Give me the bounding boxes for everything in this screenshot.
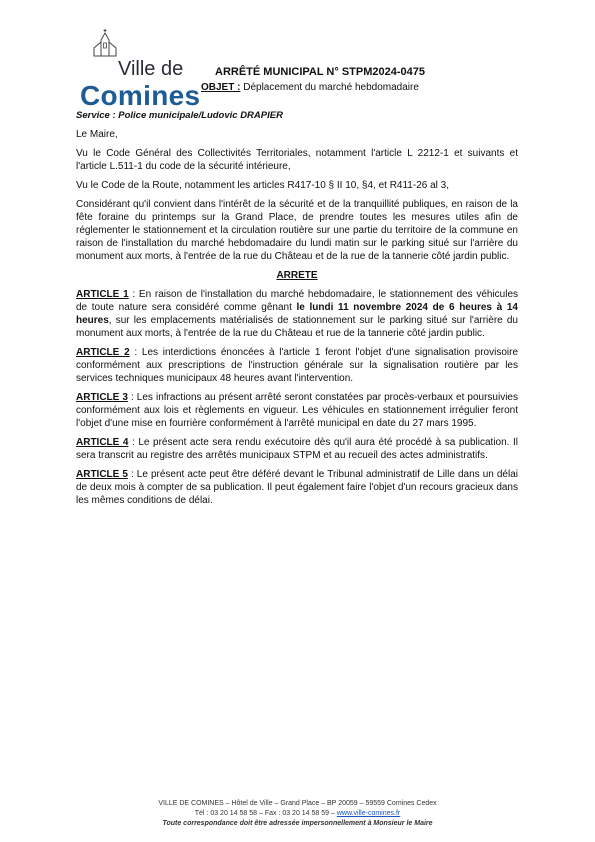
article-2-text: : Les interdictions énoncées à l'article 1 feront l'objet d'une signalisation provisoire conformément aux prescriptions de l'instruction générale sur la signalisation routière par les services techniques municipaux 48 heures avant l'intervention. (76, 347, 519, 384)
article-1-text-pre: : En raison de l'installation du marché hebdomadaire, le stationnement des véhicules de toute nature sera considéré comme gênant (76, 289, 519, 313)
article-5-label: ARTICLE 5 (76, 469, 128, 480)
service-line: Service : Police municipale/Ludovic DRAPIER (76, 110, 283, 121)
vu-paragraph-2: Vu le Code de la Route, notamment les articles R417-10 § II 10, §4, et R411-26 al 3, (76, 180, 449, 191)
le-maire: Le Maire, (76, 129, 118, 140)
article-1 (76, 288, 518, 340)
article-4-label: ARTICLE 4 (76, 437, 129, 448)
article-1-text-post: , sur les emplacements matérialisés de stationnement sur le parking situé sur l'arrière du monument aux morts, à l'entrée de la rue du Château et rue de la tannerie côté jardin public. (76, 315, 518, 339)
article-3-label: ARTICLE 3 (76, 392, 128, 403)
objet-text: Déplacement du marché hebdomadaire (240, 82, 419, 93)
article-3-text: : Les infractions au présent arrêté seront constatées par procès-verbaux et poursuivies conformément aux lois et règlements en vigueur. Les véhicules en stationnement irrégulier feront l'objet d'une mise en fourrière conformément à l'arrêté municipal en date du 27 mars 1995. (76, 392, 518, 429)
article-5 (76, 468, 518, 507)
footer-notice: Toute correspondance doit être adressée impersonnellement à Monsieur le Maire (162, 820, 433, 827)
church-icon (90, 28, 120, 58)
decree-title: ARRÊTÉ MUNICIPAL N° STPM2024-0475 (215, 66, 425, 78)
logo-line-2: Comines (80, 80, 201, 111)
article-1-date: le lundi 11 novembre 2024 de 6 heures à 14 heures (76, 302, 518, 326)
website-link[interactable]: www.ville-comines.fr (336, 810, 401, 817)
article-5-text: : Le présent acte peut être déféré devant le Tribunal administratif de Lille dans un délai de deux mois à compter de sa publication. Il peut également faire l'objet d'un recours gracieux dans les mêmes conditions de délai. (76, 469, 518, 506)
city-logo (80, 24, 201, 111)
arrete-heading: ARRETE (276, 270, 318, 281)
article-4-text: : Le présent acte sera rendu exécutoire dès qu'il aura été procédé à sa publication. Il sera transcrit au registre des arrêtés municipaux STPM et au recueil des actes administratifs. (76, 437, 518, 461)
article-2 (76, 346, 518, 385)
article-3 (76, 391, 518, 430)
decree-body (76, 128, 518, 513)
article-2-label: ARTICLE 2 (76, 347, 130, 358)
logo-line-1: Ville de (118, 58, 184, 80)
considerant-paragraph: Considérant qu'il convient dans l'intérêt de la sécurité et de la tranquillité publiques, en raison de la fête foraine du printemps sur la Grand Place, de prendre toutes les mesures utiles afin de réglementer le stationnement et la circulation routière sur une partie du territoire de la commune en raison de l'installation du marché hebdomadaire du lundi matin sur le parking situé sur l'arrière du monument aux morts, à l'entrée de la rue du Château et de la rue de la tannerie côté jardin public. (76, 199, 518, 262)
article-1-label: ARTICLE 1 (76, 289, 129, 300)
decree-object (201, 82, 419, 93)
footer-address: VILLE DE COMINES – Hôtel de Ville – Grand Place – BP 20059 – 59559 Comines Cedex (158, 800, 437, 807)
vu-paragraph-1: Vu le Code Général des Collectivités Territoriales, notamment l'article L 2212-1 et suivants et l'article L.511-1 du code de la sécurité intérieure, (76, 148, 518, 172)
footer-contact (0, 809, 595, 819)
objet-label: OBJET : (201, 82, 241, 93)
article-4 (76, 436, 518, 462)
footer-phone: Tél : 03 20 14 58 58 – Fax : 03 20 14 58 59 – (194, 810, 337, 817)
